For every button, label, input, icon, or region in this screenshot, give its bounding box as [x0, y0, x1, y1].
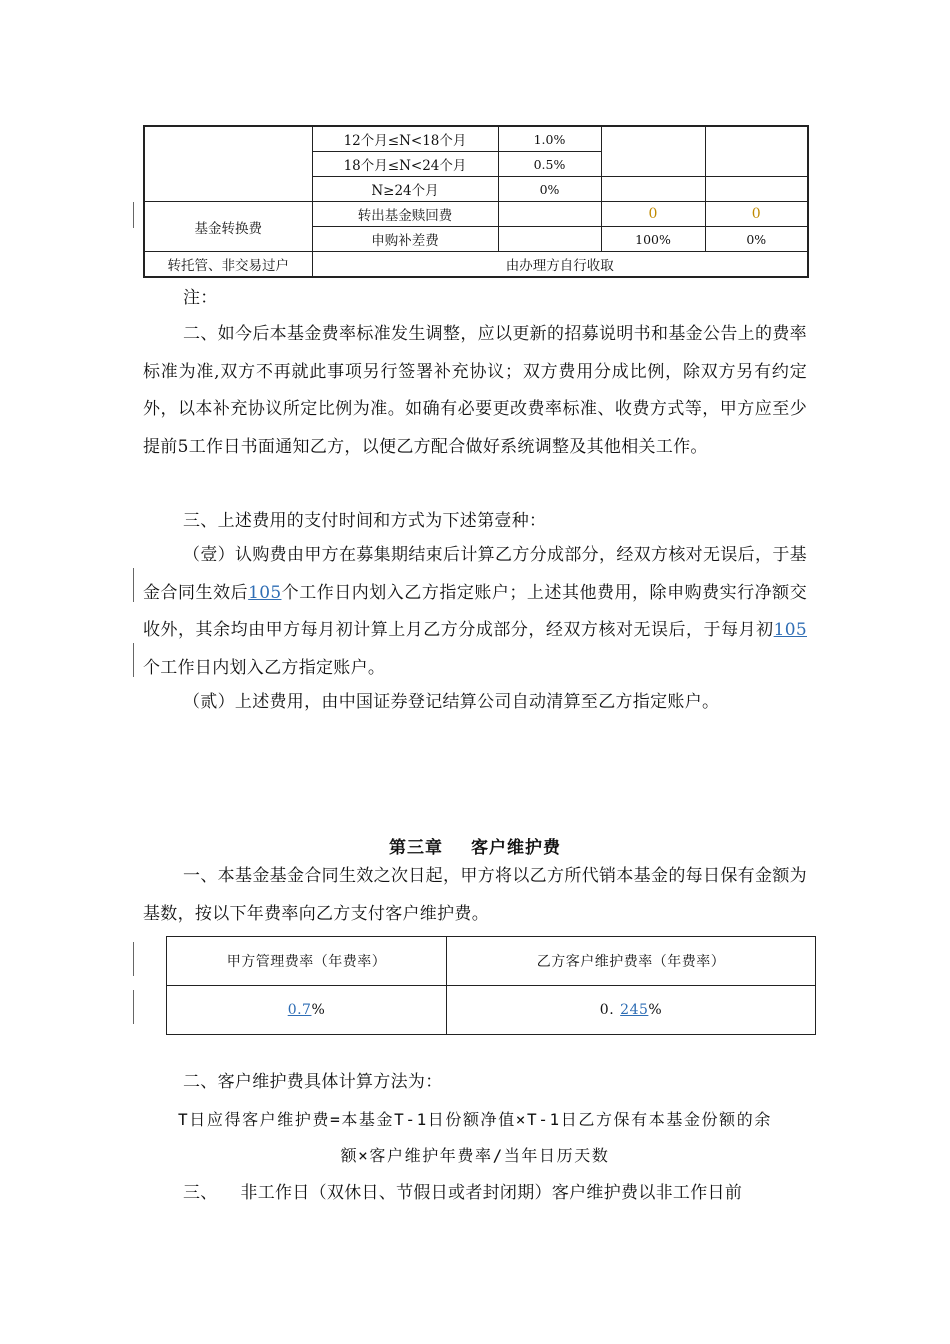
- para4-part1: （壹）认购费由甲方在募集期结束后计算乙方分成部分，经双方核对无误后，于基金合同生效后: [143, 545, 807, 603]
- empty-cell: [705, 126, 808, 177]
- change-bar: [133, 568, 134, 602]
- empty-cell: [144, 126, 312, 202]
- rate-table: [166, 936, 816, 1035]
- chapter-number: 第三章: [389, 838, 443, 858]
- paragraph-maintenance-fee: 一、本基金基金合同生效之次日起，甲方将以乙方所代销本基金的每日保有金额为基数，按以下年费率向乙方支付客户维护费。: [143, 866, 807, 924]
- transfer-label: 转托管、非交易过户: [144, 252, 312, 278]
- fee-rate-cell: 1.0%: [498, 126, 601, 152]
- table-row: [144, 202, 808, 227]
- percent-sign: %: [648, 1002, 663, 1018]
- table-row: [167, 986, 816, 1035]
- transfer-value: 由办理方自行收取: [312, 252, 808, 278]
- redeem-fee-label: 转出基金赎回费: [312, 202, 498, 227]
- paragraph-payment-method: 三、上述费用的支付时间和方式为下述第壹种：: [183, 511, 547, 531]
- maintenance-rate-number: 245: [620, 1002, 649, 1018]
- table-row: [144, 126, 808, 152]
- working-days-value: 105: [773, 620, 807, 640]
- management-rate-number: 0.7: [287, 1002, 312, 1018]
- holding-period-cell: 12个月≤N<18个月: [312, 126, 498, 152]
- paragraph-calc-method: 二、客户维护费具体计算方法为：: [183, 1072, 443, 1092]
- table-row: [144, 252, 808, 278]
- conversion-fee-label: 基金转换费: [144, 202, 312, 252]
- working-days-value: 105: [248, 582, 282, 603]
- maintenance-fee-value: [447, 986, 816, 1035]
- management-fee-value: [167, 986, 447, 1035]
- para4-part3: 个工作日内划入乙方指定账户。: [143, 657, 386, 678]
- fee-rate-cell: 0%: [498, 177, 601, 202]
- management-fee-header: 甲方管理费率（年费率）: [167, 937, 447, 986]
- fee-table: [143, 125, 809, 278]
- paragraph-fee-adjustment: 二、如今后本基金费率标准发生调整，应以更新的招募说明书和基金公告上的费率标准为准,双方不再就此事项另行签署补充协议；双方费用分成比例，除双方另有约定外，以本补充协议所定比例为准。如确有必要更改费率标准、收费方式等，甲方应至少提前5工作日书面通知乙方，以便乙方配合做好系统调整及其他相关工作。: [143, 324, 807, 457]
- empty-cell: [601, 126, 705, 177]
- empty-cell: [498, 227, 601, 252]
- note-label: 注：: [183, 288, 218, 308]
- fee-rate-cell: 0.5%: [498, 152, 601, 177]
- table-row: [167, 937, 816, 986]
- chapter-name: 客户维护费: [471, 838, 561, 858]
- maintenance-fee-header: 乙方客户维护费率（年费率）: [447, 937, 816, 986]
- diff-share-b: 0%: [705, 227, 808, 252]
- redeem-share-b: 0: [705, 202, 808, 227]
- paragraph-clearing: （贰）上述费用，由中国证券登记结算公司自动清算至乙方指定账户。: [183, 692, 720, 712]
- purchase-diff-label: 申购补差费: [312, 227, 498, 252]
- change-bar: [133, 643, 134, 677]
- holding-period-cell: N≥24个月: [312, 177, 498, 202]
- holding-period-cell: 18个月≤N<24个月: [312, 152, 498, 177]
- percent-sign: %: [311, 1002, 326, 1018]
- formula-line-1: T日应得客户维护费=本基金T-1日份额净值×T-1日乙方保有本基金份额的余: [178, 1110, 772, 1129]
- rate-prefix: 0.: [599, 1002, 615, 1018]
- diff-share-a: 100%: [601, 227, 705, 252]
- change-bar: [133, 990, 134, 1024]
- chapter-title: [0, 833, 950, 858]
- paragraph-non-working-day: 三、 非工作日（双休日、节假日或者封闭期）客户维护费以非工作日前: [183, 1183, 743, 1203]
- empty-cell: [705, 177, 808, 202]
- empty-cell: [601, 177, 705, 202]
- empty-cell: [498, 202, 601, 227]
- redeem-share-a: 0: [601, 202, 705, 227]
- para4-part2: 个工作日内划入乙方指定账户；上述其他费用，除申购费实行净额交收外，其余均由甲方每月初计算上月乙方分成部分，经双方核对无误后，于每月初: [143, 582, 807, 640]
- change-bar: [133, 942, 134, 976]
- change-bar: [133, 202, 134, 228]
- paragraph-subscription-payment: [143, 537, 807, 687]
- formula-line-2: 额×客户维护年费率/当年日历天数: [340, 1146, 610, 1165]
